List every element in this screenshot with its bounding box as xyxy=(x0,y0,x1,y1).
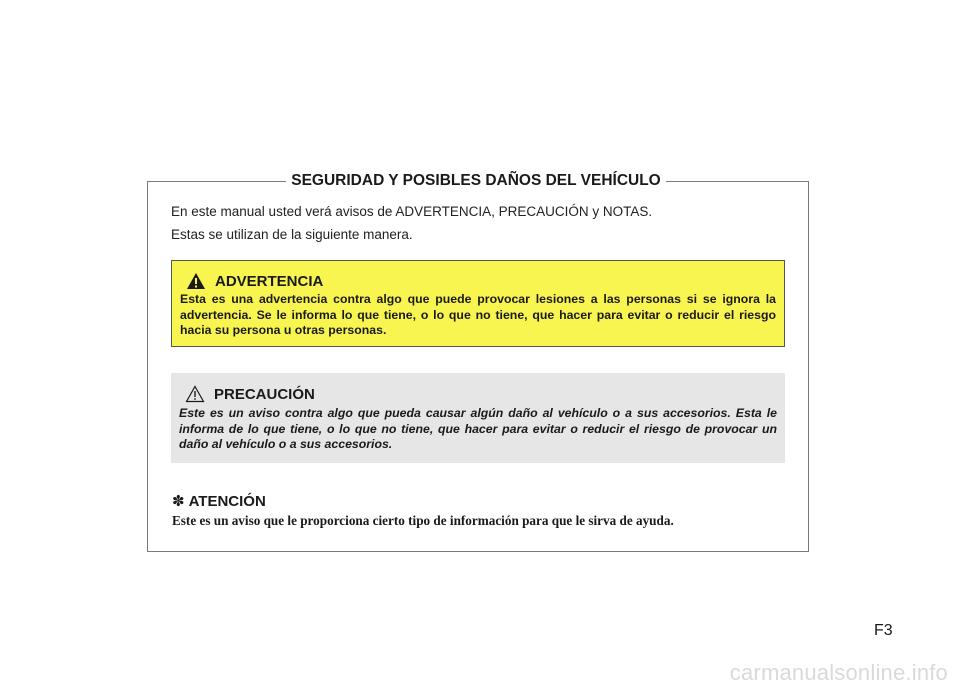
caution-text: Este es un aviso contra algo que pueda causar algún daño al vehículo o a sus accesorios. Esta le informa de lo que tiene, o lo que no tiene, que hacer para evitar o reducir el riesgo de provocar un daño al vehículo o a sus accesorios. xyxy=(179,406,777,451)
note-header xyxy=(172,493,266,511)
warning-header xyxy=(180,271,776,291)
note-text: Este es un aviso que le proporciona cierto tipo de información para que le sirva de ayuda. xyxy=(172,513,674,528)
note-title: ATENCIÓN xyxy=(188,493,266,510)
caution-header xyxy=(179,384,777,404)
intro-text-line-1: En este manual usted verá avisos de ADVERTENCIA, PRECAUCIÓN y NOTAS. xyxy=(171,204,653,219)
warning-triangle-filled-icon xyxy=(186,272,206,290)
page-number: F3 xyxy=(874,622,893,639)
warning-triangle-outline-icon xyxy=(185,385,205,403)
warning-text: Esta es una advertencia contra algo que puede provocar lesiones a las personas si se ignora la advertencia. Se le informa lo que tiene, o lo que no tiene, que hacer para evitar o reducir el riesgo hacia su persona u otras personas. xyxy=(180,292,776,337)
caution-box xyxy=(171,373,785,463)
caution-title: PRECAUCIÓN xyxy=(214,385,315,403)
warning-box xyxy=(171,260,785,347)
section-title: SEGURIDAD Y POSIBLES DAÑOS DEL VEHÍCULO xyxy=(286,170,666,192)
intro-text-line-2: Estas se utilizan de la siguiente manera. xyxy=(171,227,413,242)
asterisk-icon: ✽ xyxy=(172,493,185,510)
watermark: carmanualsonline.info xyxy=(729,660,948,685)
warning-title: ADVERTENCIA xyxy=(215,272,324,290)
